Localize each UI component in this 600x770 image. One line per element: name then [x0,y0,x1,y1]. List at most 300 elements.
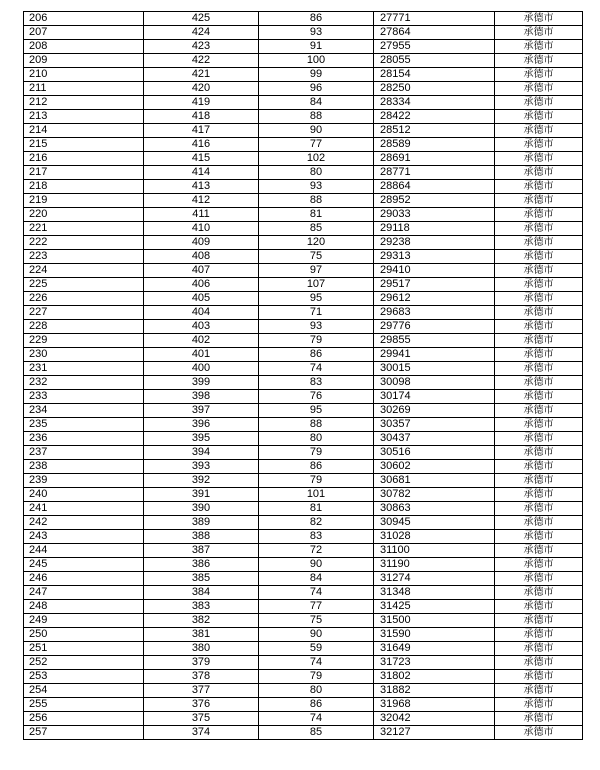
city-cell: 承德市 [495,348,583,362]
table-row [24,670,583,684]
rank-cell: 214 [24,124,144,138]
table-row [24,12,583,26]
count-cell: 83 [259,530,374,544]
cumulative-count-cell: 28334 [374,96,495,110]
cumulative-count-cell: 28691 [374,152,495,166]
score-cell: 386 [144,558,259,572]
table-row [24,474,583,488]
score-cell: 415 [144,152,259,166]
score-cell: 413 [144,180,259,194]
rank-cell: 231 [24,362,144,376]
cumulative-count-cell: 30782 [374,488,495,502]
count-cell: 79 [259,474,374,488]
rank-cell: 246 [24,572,144,586]
score-cell: 402 [144,334,259,348]
score-cell: 399 [144,376,259,390]
rank-cell: 218 [24,180,144,194]
table-row [24,628,583,642]
count-cell: 93 [259,26,374,40]
count-cell: 90 [259,558,374,572]
score-cell: 414 [144,166,259,180]
count-cell: 82 [259,516,374,530]
count-cell: 120 [259,236,374,250]
cumulative-count-cell: 28771 [374,166,495,180]
table-row [24,82,583,96]
score-cell: 403 [144,320,259,334]
score-cell: 418 [144,110,259,124]
city-cell: 承德市 [495,432,583,446]
city-cell: 承德市 [495,250,583,264]
table-row [24,334,583,348]
score-cell: 425 [144,12,259,26]
table-row [24,572,583,586]
city-cell: 承德市 [495,278,583,292]
rank-cell: 209 [24,54,144,68]
rank-cell: 239 [24,474,144,488]
table-row [24,124,583,138]
rank-cell: 240 [24,488,144,502]
table-row [24,544,583,558]
city-cell: 承德市 [495,712,583,726]
city-cell: 承德市 [495,68,583,82]
cumulative-count-cell: 27955 [374,40,495,54]
table-row [24,152,583,166]
count-cell: 74 [259,712,374,726]
city-cell: 承德市 [495,614,583,628]
rank-cell: 206 [24,12,144,26]
city-cell: 承德市 [495,194,583,208]
rank-cell: 253 [24,670,144,684]
city-cell: 承德市 [495,166,583,180]
table-row [24,236,583,250]
rank-cell: 233 [24,390,144,404]
cumulative-count-cell: 30098 [374,376,495,390]
rank-cell: 236 [24,432,144,446]
score-cell: 391 [144,488,259,502]
city-cell: 承德市 [495,474,583,488]
city-cell: 承德市 [495,26,583,40]
cumulative-count-cell: 30174 [374,390,495,404]
rank-cell: 249 [24,614,144,628]
table-row [24,166,583,180]
count-cell: 84 [259,572,374,586]
count-cell: 80 [259,432,374,446]
count-cell: 86 [259,698,374,712]
rank-cell: 222 [24,236,144,250]
cumulative-count-cell: 28864 [374,180,495,194]
rank-cell: 220 [24,208,144,222]
city-cell: 承德市 [495,404,583,418]
score-cell: 404 [144,306,259,320]
score-cell: 398 [144,390,259,404]
score-cell: 376 [144,698,259,712]
city-cell: 承德市 [495,446,583,460]
table-row [24,306,583,320]
rank-cell: 242 [24,516,144,530]
count-cell: 74 [259,656,374,670]
city-cell: 承德市 [495,110,583,124]
score-table [23,11,583,740]
rank-cell: 207 [24,26,144,40]
score-cell: 392 [144,474,259,488]
count-cell: 74 [259,362,374,376]
city-cell: 承德市 [495,12,583,26]
cumulative-count-cell: 28512 [374,124,495,138]
rank-cell: 247 [24,586,144,600]
cumulative-count-cell: 27864 [374,26,495,40]
table-row [24,642,583,656]
score-cell: 420 [144,82,259,96]
count-cell: 86 [259,12,374,26]
cumulative-count-cell: 31590 [374,628,495,642]
table-row [24,558,583,572]
cumulative-count-cell: 31500 [374,614,495,628]
cumulative-count-cell: 29612 [374,292,495,306]
cumulative-count-cell: 30602 [374,460,495,474]
cumulative-count-cell: 28422 [374,110,495,124]
table-row [24,726,583,740]
city-cell: 承德市 [495,586,583,600]
score-cell: 416 [144,138,259,152]
score-cell: 389 [144,516,259,530]
rank-cell: 230 [24,348,144,362]
rank-cell: 234 [24,404,144,418]
count-cell: 76 [259,390,374,404]
city-cell: 承德市 [495,306,583,320]
cumulative-count-cell: 28055 [374,54,495,68]
table-row [24,362,583,376]
rank-cell: 257 [24,726,144,740]
rank-cell: 245 [24,558,144,572]
rank-cell: 210 [24,68,144,82]
count-cell: 100 [259,54,374,68]
score-cell: 388 [144,530,259,544]
city-cell: 承德市 [495,40,583,54]
cumulative-count-cell: 31649 [374,642,495,656]
cumulative-count-cell: 29776 [374,320,495,334]
cumulative-count-cell: 29410 [374,264,495,278]
count-cell: 81 [259,502,374,516]
count-cell: 81 [259,208,374,222]
rank-cell: 212 [24,96,144,110]
table-row [24,488,583,502]
cumulative-count-cell: 31968 [374,698,495,712]
cumulative-count-cell: 29517 [374,278,495,292]
table-row [24,26,583,40]
city-cell: 承德市 [495,390,583,404]
count-cell: 96 [259,82,374,96]
table-row [24,222,583,236]
score-cell: 393 [144,460,259,474]
score-cell: 423 [144,40,259,54]
cumulative-count-cell: 29855 [374,334,495,348]
count-cell: 93 [259,180,374,194]
count-cell: 93 [259,320,374,334]
cumulative-count-cell: 32042 [374,712,495,726]
score-cell: 411 [144,208,259,222]
rank-cell: 213 [24,110,144,124]
table-row [24,110,583,124]
rank-cell: 228 [24,320,144,334]
table-row [24,96,583,110]
cumulative-count-cell: 30681 [374,474,495,488]
count-cell: 88 [259,110,374,124]
city-cell: 承德市 [495,208,583,222]
count-cell: 80 [259,684,374,698]
city-cell: 承德市 [495,516,583,530]
rank-cell: 216 [24,152,144,166]
count-cell: 72 [259,544,374,558]
city-cell: 承德市 [495,236,583,250]
city-cell: 承德市 [495,628,583,642]
city-cell: 承德市 [495,572,583,586]
city-cell: 承德市 [495,418,583,432]
score-cell: 408 [144,250,259,264]
count-cell: 85 [259,726,374,740]
city-cell: 承德市 [495,264,583,278]
count-cell: 71 [259,306,374,320]
rank-cell: 208 [24,40,144,54]
cumulative-count-cell: 30863 [374,502,495,516]
cumulative-count-cell: 28154 [374,68,495,82]
city-cell: 承德市 [495,656,583,670]
score-cell: 396 [144,418,259,432]
cumulative-count-cell: 29941 [374,348,495,362]
city-cell: 承德市 [495,698,583,712]
rank-cell: 227 [24,306,144,320]
score-cell: 379 [144,656,259,670]
city-cell: 承德市 [495,96,583,110]
table-row [24,600,583,614]
cumulative-count-cell: 29313 [374,250,495,264]
city-cell: 承德市 [495,334,583,348]
score-cell: 410 [144,222,259,236]
score-cell: 419 [144,96,259,110]
rank-cell: 254 [24,684,144,698]
cumulative-count-cell: 30516 [374,446,495,460]
table-row [24,250,583,264]
rank-cell: 225 [24,278,144,292]
rank-cell: 224 [24,264,144,278]
count-cell: 59 [259,642,374,656]
rank-cell: 221 [24,222,144,236]
count-cell: 83 [259,376,374,390]
table-row [24,278,583,292]
count-cell: 90 [259,124,374,138]
rank-cell: 215 [24,138,144,152]
rank-cell: 226 [24,292,144,306]
cumulative-count-cell: 28250 [374,82,495,96]
table-row [24,516,583,530]
cumulative-count-cell: 30015 [374,362,495,376]
count-cell: 79 [259,334,374,348]
rank-cell: 237 [24,446,144,460]
score-cell: 394 [144,446,259,460]
count-cell: 79 [259,446,374,460]
city-cell: 承德市 [495,530,583,544]
table-row [24,292,583,306]
count-cell: 95 [259,292,374,306]
city-cell: 承德市 [495,544,583,558]
score-cell: 395 [144,432,259,446]
count-cell: 102 [259,152,374,166]
city-cell: 承德市 [495,670,583,684]
count-cell: 101 [259,488,374,502]
rank-cell: 248 [24,600,144,614]
city-cell: 承德市 [495,54,583,68]
rank-cell: 243 [24,530,144,544]
count-cell: 84 [259,96,374,110]
table-row [24,432,583,446]
score-cell: 380 [144,642,259,656]
table-row [24,320,583,334]
count-cell: 77 [259,600,374,614]
cumulative-count-cell: 31425 [374,600,495,614]
score-cell: 383 [144,600,259,614]
score-cell: 397 [144,404,259,418]
table-row [24,614,583,628]
score-cell: 401 [144,348,259,362]
cumulative-count-cell: 30269 [374,404,495,418]
count-cell: 91 [259,40,374,54]
rank-cell: 232 [24,376,144,390]
table-row [24,530,583,544]
cumulative-count-cell: 31882 [374,684,495,698]
count-cell: 90 [259,628,374,642]
count-cell: 86 [259,460,374,474]
rank-cell: 241 [24,502,144,516]
cumulative-count-cell: 27771 [374,12,495,26]
city-cell: 承德市 [495,362,583,376]
count-cell: 97 [259,264,374,278]
score-cell: 417 [144,124,259,138]
city-cell: 承德市 [495,488,583,502]
count-cell: 77 [259,138,374,152]
table-row [24,684,583,698]
score-cell: 385 [144,572,259,586]
table-row [24,180,583,194]
cumulative-count-cell: 31723 [374,656,495,670]
score-cell: 412 [144,194,259,208]
city-cell: 承德市 [495,558,583,572]
score-cell: 422 [144,54,259,68]
rank-cell: 238 [24,460,144,474]
table-row [24,418,583,432]
count-cell: 75 [259,614,374,628]
score-cell: 390 [144,502,259,516]
rank-cell: 244 [24,544,144,558]
rank-cell: 211 [24,82,144,96]
count-cell: 88 [259,418,374,432]
count-cell: 80 [259,166,374,180]
rank-cell: 223 [24,250,144,264]
rank-cell: 235 [24,418,144,432]
cumulative-count-cell: 30357 [374,418,495,432]
rank-cell: 252 [24,656,144,670]
rank-cell: 219 [24,194,144,208]
score-cell: 407 [144,264,259,278]
cumulative-count-cell: 31802 [374,670,495,684]
table-row [24,138,583,152]
score-table-body [24,12,583,740]
cumulative-count-cell: 29238 [374,236,495,250]
table-row [24,264,583,278]
cumulative-count-cell: 29033 [374,208,495,222]
count-cell: 85 [259,222,374,236]
cumulative-count-cell: 31190 [374,558,495,572]
score-cell: 406 [144,278,259,292]
cumulative-count-cell: 28589 [374,138,495,152]
count-cell: 99 [259,68,374,82]
score-cell: 384 [144,586,259,600]
city-cell: 承德市 [495,376,583,390]
table-row [24,586,583,600]
table-row [24,376,583,390]
score-cell: 400 [144,362,259,376]
score-cell: 377 [144,684,259,698]
score-cell: 375 [144,712,259,726]
table-row [24,208,583,222]
city-cell: 承德市 [495,726,583,740]
city-cell: 承德市 [495,502,583,516]
cumulative-count-cell: 31348 [374,586,495,600]
count-cell: 86 [259,348,374,362]
score-cell: 409 [144,236,259,250]
cumulative-count-cell: 28952 [374,194,495,208]
cumulative-count-cell: 30945 [374,516,495,530]
city-cell: 承德市 [495,684,583,698]
table-row [24,348,583,362]
city-cell: 承德市 [495,292,583,306]
rank-cell: 255 [24,698,144,712]
rank-cell: 229 [24,334,144,348]
cumulative-count-cell: 32127 [374,726,495,740]
score-cell: 387 [144,544,259,558]
city-cell: 承德市 [495,180,583,194]
cumulative-count-cell: 29683 [374,306,495,320]
table-row [24,194,583,208]
city-cell: 承德市 [495,222,583,236]
score-cell: 382 [144,614,259,628]
rank-cell: 250 [24,628,144,642]
rank-cell: 256 [24,712,144,726]
city-cell: 承德市 [495,642,583,656]
count-cell: 95 [259,404,374,418]
city-cell: 承德市 [495,320,583,334]
count-cell: 75 [259,250,374,264]
count-cell: 107 [259,278,374,292]
count-cell: 88 [259,194,374,208]
city-cell: 承德市 [495,600,583,614]
count-cell: 79 [259,670,374,684]
table-row [24,698,583,712]
table-row [24,54,583,68]
city-cell: 承德市 [495,152,583,166]
table-row [24,446,583,460]
cumulative-count-cell: 31100 [374,544,495,558]
city-cell: 承德市 [495,138,583,152]
table-row [24,502,583,516]
city-cell: 承德市 [495,460,583,474]
score-cell: 421 [144,68,259,82]
cumulative-count-cell: 31274 [374,572,495,586]
table-row [24,390,583,404]
cumulative-count-cell: 29118 [374,222,495,236]
count-cell: 74 [259,586,374,600]
table-row [24,460,583,474]
table-row [24,404,583,418]
score-cell: 381 [144,628,259,642]
